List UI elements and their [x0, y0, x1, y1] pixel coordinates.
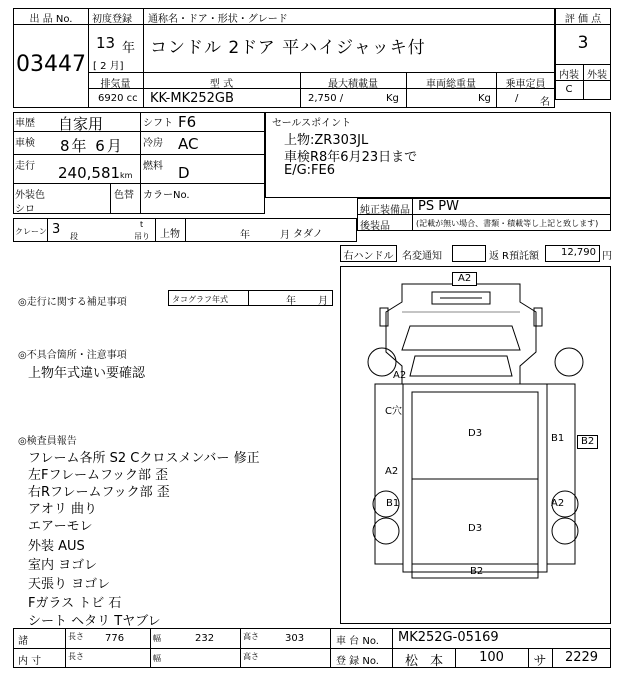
chassis-number: MK252G-05169 [398, 630, 499, 645]
mark-b1-left: B1 [386, 498, 400, 509]
upper-maker: タダノ [293, 229, 323, 240]
first-reg-year: 13 [96, 34, 116, 52]
fuel-label: 燃料 [143, 161, 163, 172]
stages-unit: 段 [70, 232, 78, 241]
mark-d3-upper: D3 [468, 428, 483, 439]
outer-dims-label: 諸 [18, 636, 28, 647]
model-label: 型 式 [209, 79, 234, 90]
interior-score: C [565, 84, 573, 95]
shift-value: F6 [178, 113, 197, 131]
return-label: 返 [489, 251, 499, 262]
first-reg-label: 初度登録 [92, 14, 132, 25]
gross-weight-label: 車両総重量 [426, 79, 476, 90]
inspector-line-8: 天張り ヨゴレ [28, 577, 111, 592]
mark-b2-box: B2 [577, 435, 598, 449]
crane-stages: 3 [52, 222, 61, 237]
upper-year-unit: 年 [240, 230, 250, 241]
defects-title: ◎不具合箇所・注意事項 [18, 350, 127, 361]
outer-length-sub: 長さ [68, 632, 84, 641]
mark-c-hole: C穴 [385, 406, 402, 417]
inspector-line-9: Fガラス トビ 石 [28, 596, 122, 611]
fuel-value: D [178, 164, 190, 182]
outer-height: 303 [285, 633, 305, 644]
registration-class: 100 [479, 650, 504, 665]
shift-label: シフト [143, 118, 173, 129]
aircon-label: 冷房 [143, 138, 163, 149]
sales-point-line-3: E/G:FE6 [284, 163, 336, 178]
history-value: 自家用 [58, 115, 104, 133]
mark-b1-right: B1 [551, 433, 565, 444]
inspector-title: ◎検査員報告 [18, 436, 77, 447]
upper-body-label: 上物 [160, 229, 180, 240]
aftermarket-note: (記載が無い場合、書類・積載等し上記と致します) [416, 219, 599, 228]
lot-number-label: 出 品 No. [29, 14, 73, 25]
mark-d3-lower: D3 [468, 523, 483, 534]
model-value: KK-MK252GB [150, 91, 234, 106]
inspector-line-2: 左Fフレームフック部 歪 [28, 468, 169, 483]
outer-width-label: 幅 [153, 634, 161, 643]
score-value: 3 [577, 33, 589, 53]
tacho-year-unit: 年 [286, 296, 296, 307]
name-change-box [452, 245, 486, 262]
car-name: コンドル 2ドア 平ハイジャッキ付 [150, 38, 426, 58]
inspector-line-3: 右Rフレームフック部 歪 [28, 485, 170, 500]
outer-length: 776 [105, 633, 125, 644]
aircon-value: AC [178, 135, 199, 153]
max-load-label: 最大積載量 [328, 79, 378, 90]
tacho-label: タコグラフ年式 [172, 295, 228, 304]
max-load-value: 2,750 / [308, 93, 344, 104]
inspector-line-6: 外装 AUS [28, 539, 85, 554]
capacity-unit: 名 [540, 97, 550, 108]
max-load-unit: Kg [386, 93, 399, 104]
mark-a2-left-upper: A2 [393, 370, 407, 381]
displacement-label: 排気量 [100, 79, 131, 90]
inner-height-label: 高さ [243, 652, 259, 661]
mileage-unit: km [120, 171, 133, 180]
registration-region: 松 本 [405, 654, 448, 669]
inspector-line-1: フレーム各所 S2 Cクロスメンバー 修正 [28, 451, 260, 466]
yen-label: 円 [602, 251, 612, 262]
inspection-value: 8年 6月 [60, 137, 124, 155]
inspector-line-4: アオリ 曲り [28, 502, 98, 517]
name-change-label: 名変通知 [402, 251, 442, 262]
capacity-value: / [515, 93, 519, 104]
aftermarket-label: 後装品 [360, 221, 390, 232]
mark-a2-left-mid: A2 [385, 466, 399, 477]
right-hand-label: 右ハンドル [343, 251, 394, 262]
color-change-label: 色替 [114, 190, 134, 201]
upper-month-unit: 月 [280, 230, 290, 241]
outer-height-label: 高さ [243, 632, 259, 641]
registration-number: 2229 [564, 650, 599, 665]
genuine-equipment-value: PS PW [418, 199, 459, 214]
inner-dims-label: 内 寸 [18, 656, 42, 667]
year-unit: 年 [122, 41, 136, 56]
inspector-line-10: シート ヘタリ Tヤブレ [28, 614, 161, 629]
ext-color-label: 外装色 [15, 190, 45, 201]
inner-width-label: 幅 [153, 654, 161, 663]
ext-color-value: シロ [15, 204, 35, 215]
first-reg-month: [ 2 月] [93, 61, 124, 72]
capacity-label: 乗車定員 [505, 79, 546, 90]
left-info-block [13, 112, 265, 214]
gross-weight-unit: Kg [478, 93, 491, 104]
inspector-line-7: 室内 ヨゴレ [28, 558, 98, 573]
interior-label: 内装 [559, 70, 579, 81]
mileage-value: 240,581 [58, 164, 121, 182]
recycle-label: R預託額 [502, 251, 539, 262]
sales-point-label: セールスポイント [272, 118, 352, 129]
history-label: 車歴 [15, 118, 35, 129]
inspection-label: 車検 [15, 138, 35, 149]
genuine-equipment-label: 純正装備品 [360, 205, 410, 216]
lot-number: 03447 [16, 52, 86, 77]
car-name-label: 通称名・ドア・形状・グレード [148, 14, 288, 25]
displacement-value: 6920 cc [98, 93, 138, 104]
crane-label: クレーン [15, 227, 47, 236]
score-label: 評 価 点 [564, 14, 602, 25]
registration-label: 登 録 No. [336, 656, 379, 667]
sales-point-line-2: 車検R8年6月23日まで [284, 150, 418, 165]
registration-kana: サ [533, 654, 547, 669]
mileage-label: 走行 [15, 161, 35, 172]
tacho-month-unit: 月 [318, 296, 328, 307]
mark-a2-right-low: A2 [551, 498, 565, 509]
exterior-label: 外装 [587, 70, 607, 81]
chassis-label: 車 台 No. [336, 636, 379, 647]
tons-unit: t [140, 220, 144, 229]
sales-point-line-1: 上物:ZR303JL [284, 133, 369, 148]
outer-width: 232 [195, 633, 215, 644]
mark-a2-top: A2 [452, 272, 477, 286]
driving-notes-title: ◎走行に関する補足事項 [18, 297, 127, 308]
hang-unit: 吊り [134, 232, 150, 241]
inspector-line-5: エアーモレ [28, 519, 93, 534]
inner-length-sub: 長さ [68, 652, 84, 661]
mark-b2-bottom: B2 [470, 566, 484, 577]
defects-line-1: 上物年式違い要確認 [28, 366, 146, 381]
recycle-value: 12,790 [561, 247, 596, 258]
color-no-label: カラーNo. [143, 190, 190, 201]
